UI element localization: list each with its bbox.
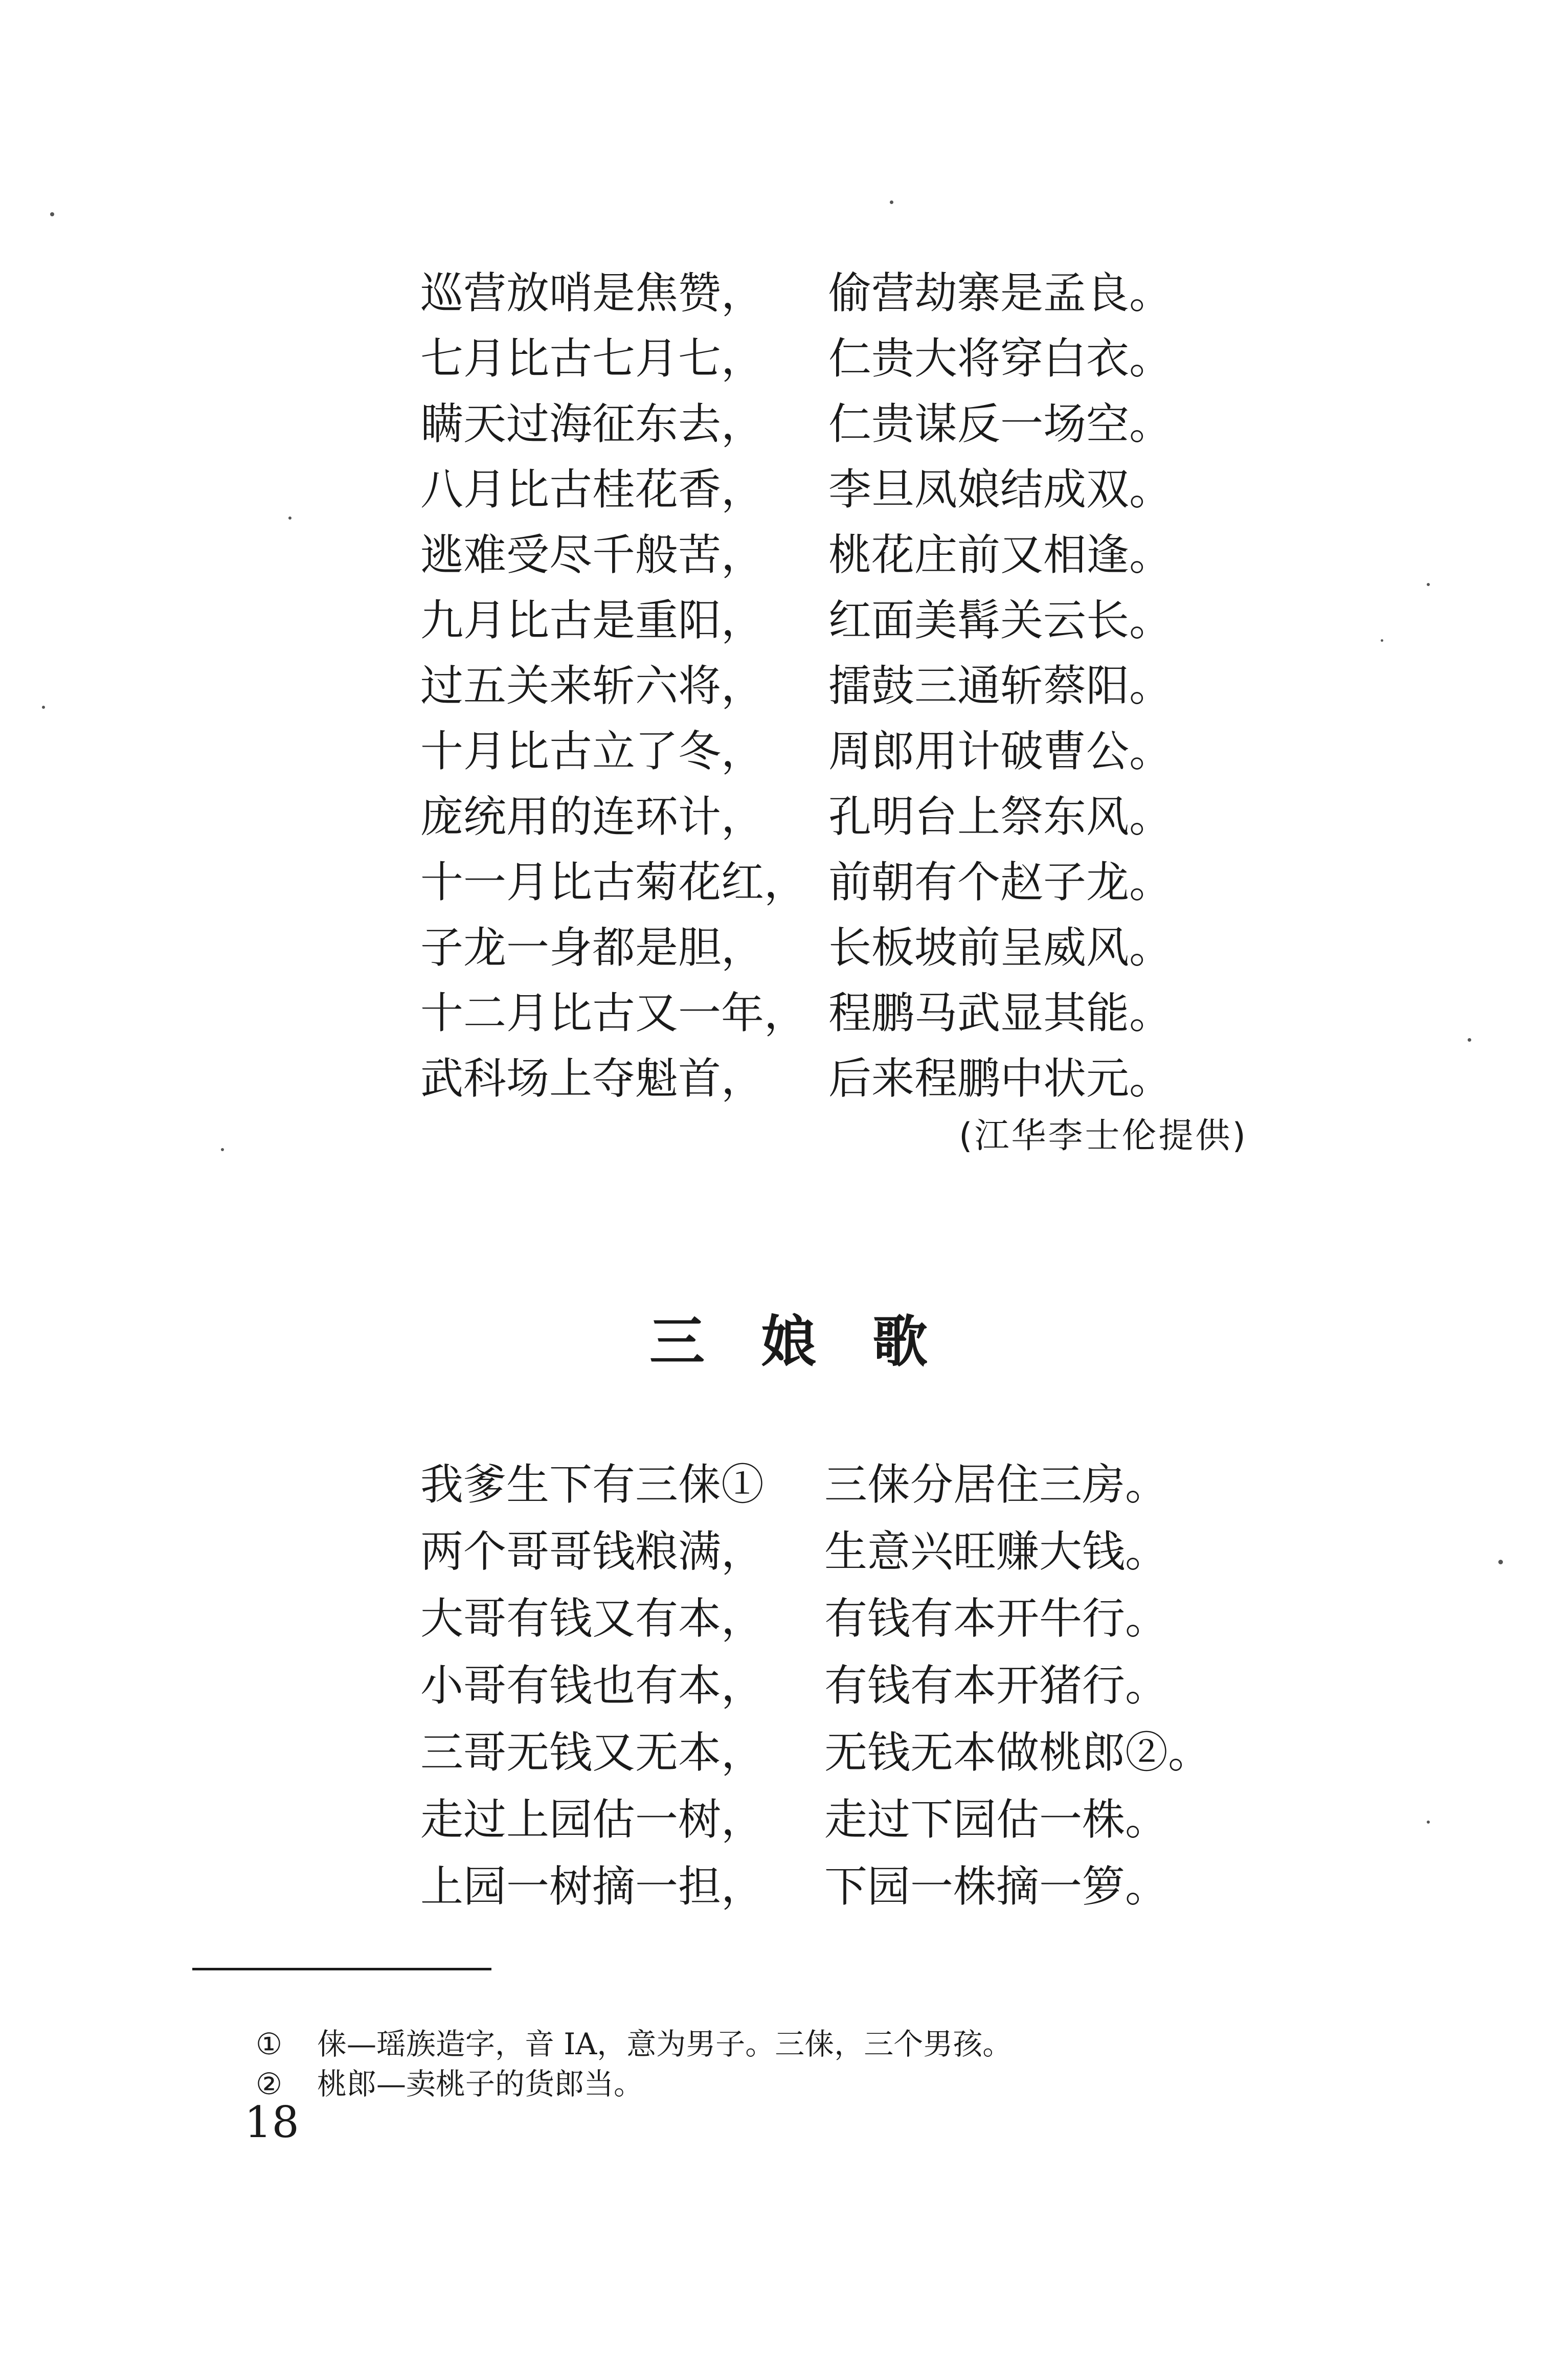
verse-line-second-half: 仁贵谋反一场空。 (828, 399, 1173, 449)
scan-speck (1427, 1821, 1430, 1824)
verse-line-second-half: 生意兴旺赚大钱。 (824, 1526, 1168, 1577)
verse-line-second-half: 走过下园估一株。 (824, 1794, 1168, 1845)
scan-speck (1498, 1560, 1503, 1564)
scan-speck (890, 200, 893, 204)
verse-line-second-half: 有钱有本开猪行。 (824, 1660, 1168, 1711)
verse-line-second-half: 红面美髯关云长。 (828, 595, 1173, 645)
scan-speck (1381, 639, 1383, 642)
verse-line-second-half: 仁贵大将穿白衣。 (828, 333, 1173, 384)
verse-line-first-half: 两个哥哥钱粮满， (420, 1526, 765, 1577)
footnote-text: 桃郎—卖桃子的货郎当。 (317, 2067, 644, 2101)
verse-line-first-half: 大哥有钱又有本， (420, 1593, 765, 1644)
footnote-marker: ① (256, 2027, 282, 2061)
scan-speck (42, 706, 45, 709)
verse-line-first-half: 七月比古七月七， (420, 333, 765, 384)
footnote-divider (192, 1968, 491, 1970)
scan-speck (221, 1148, 224, 1151)
verse-line-second-half: 程鹏马武显其能。 (828, 988, 1173, 1038)
poem-title: 三娘歌 (649, 1310, 984, 1374)
verse-line-first-half: 九月比古是重阳， (420, 595, 765, 645)
verse-line-first-half: 走过上园估一树， (420, 1794, 765, 1845)
verse-line-first-half: 武科场上夺魁首， (420, 1053, 765, 1104)
verse-line-first-half: 逃难受尽千般苦， (420, 530, 765, 580)
verse-line-second-half: 长板坡前呈威风。 (828, 923, 1173, 973)
verse-line-second-half: 擂鼓三通斩蔡阳。 (828, 661, 1173, 711)
verse-line-second-half: 无钱无本做桃郎②。 (824, 1727, 1211, 1778)
scan-speck (288, 517, 291, 520)
verse-line-first-half: 我爹生下有三俫① (420, 1460, 765, 1510)
verse-line-first-half: 瞒天过海征东去， (420, 399, 765, 449)
verse-line-first-half: 三哥无钱又无本， (420, 1727, 765, 1778)
verse-line-first-half: 子龙一身都是胆， (420, 923, 765, 973)
verse-line-second-half: 李旦凤娘结成双。 (828, 464, 1173, 514)
verse-line-first-half: 十月比古立了冬， (420, 726, 765, 776)
credit-line: (江华李士伦提供) (959, 1116, 1248, 1156)
verse-line-second-half: 偷营劫寨是孟良。 (828, 268, 1173, 318)
verse-line-second-half: 桃花庄前又相逢。 (828, 530, 1173, 580)
verse-line-first-half: 庞统用的连环计， (420, 792, 765, 842)
scan-speck (1427, 583, 1430, 586)
footnote-1 (256, 2024, 1012, 2064)
scan-speck (50, 212, 54, 216)
verse-line-first-half: 巡营放哨是焦赞， (420, 268, 765, 318)
verse-line-second-half: 有钱有本开牛行。 (824, 1593, 1168, 1644)
footnote-marker: ② (256, 2067, 282, 2101)
scan-speck (1468, 1038, 1471, 1042)
verse-line-first-half: 十一月比古菊花红， (420, 857, 807, 907)
verse-line-first-half: 八月比古桂花香， (420, 464, 765, 514)
verse-line-second-half: 周郎用计破曹公。 (828, 726, 1173, 776)
verse-line-second-half: 孔明台上祭东风。 (828, 792, 1173, 842)
verse-line-first-half: 上园一树摘一担， (420, 1861, 765, 1912)
verse-line-second-half: 前朝有个赵子龙。 (828, 857, 1173, 907)
verse-line-second-half: 三俫分居住三房。 (824, 1460, 1168, 1510)
verse-line-first-half: 十二月比古又一年， (420, 988, 807, 1038)
verse-line-first-half: 小哥有钱也有本， (420, 1660, 765, 1711)
verse-line-second-half: 下园一株摘一箩。 (824, 1861, 1168, 1912)
verse-line-second-half: 后来程鹏中状元。 (828, 1053, 1173, 1104)
footnote-text: 俫—瑶族造字，音 IA，意为男子。三俫，三个男孩。 (317, 2027, 1013, 2061)
footnote-2 (256, 2064, 643, 2104)
verse-line-first-half: 过五关来斩六将， (420, 661, 765, 711)
page-number: 18 (244, 2097, 299, 2147)
